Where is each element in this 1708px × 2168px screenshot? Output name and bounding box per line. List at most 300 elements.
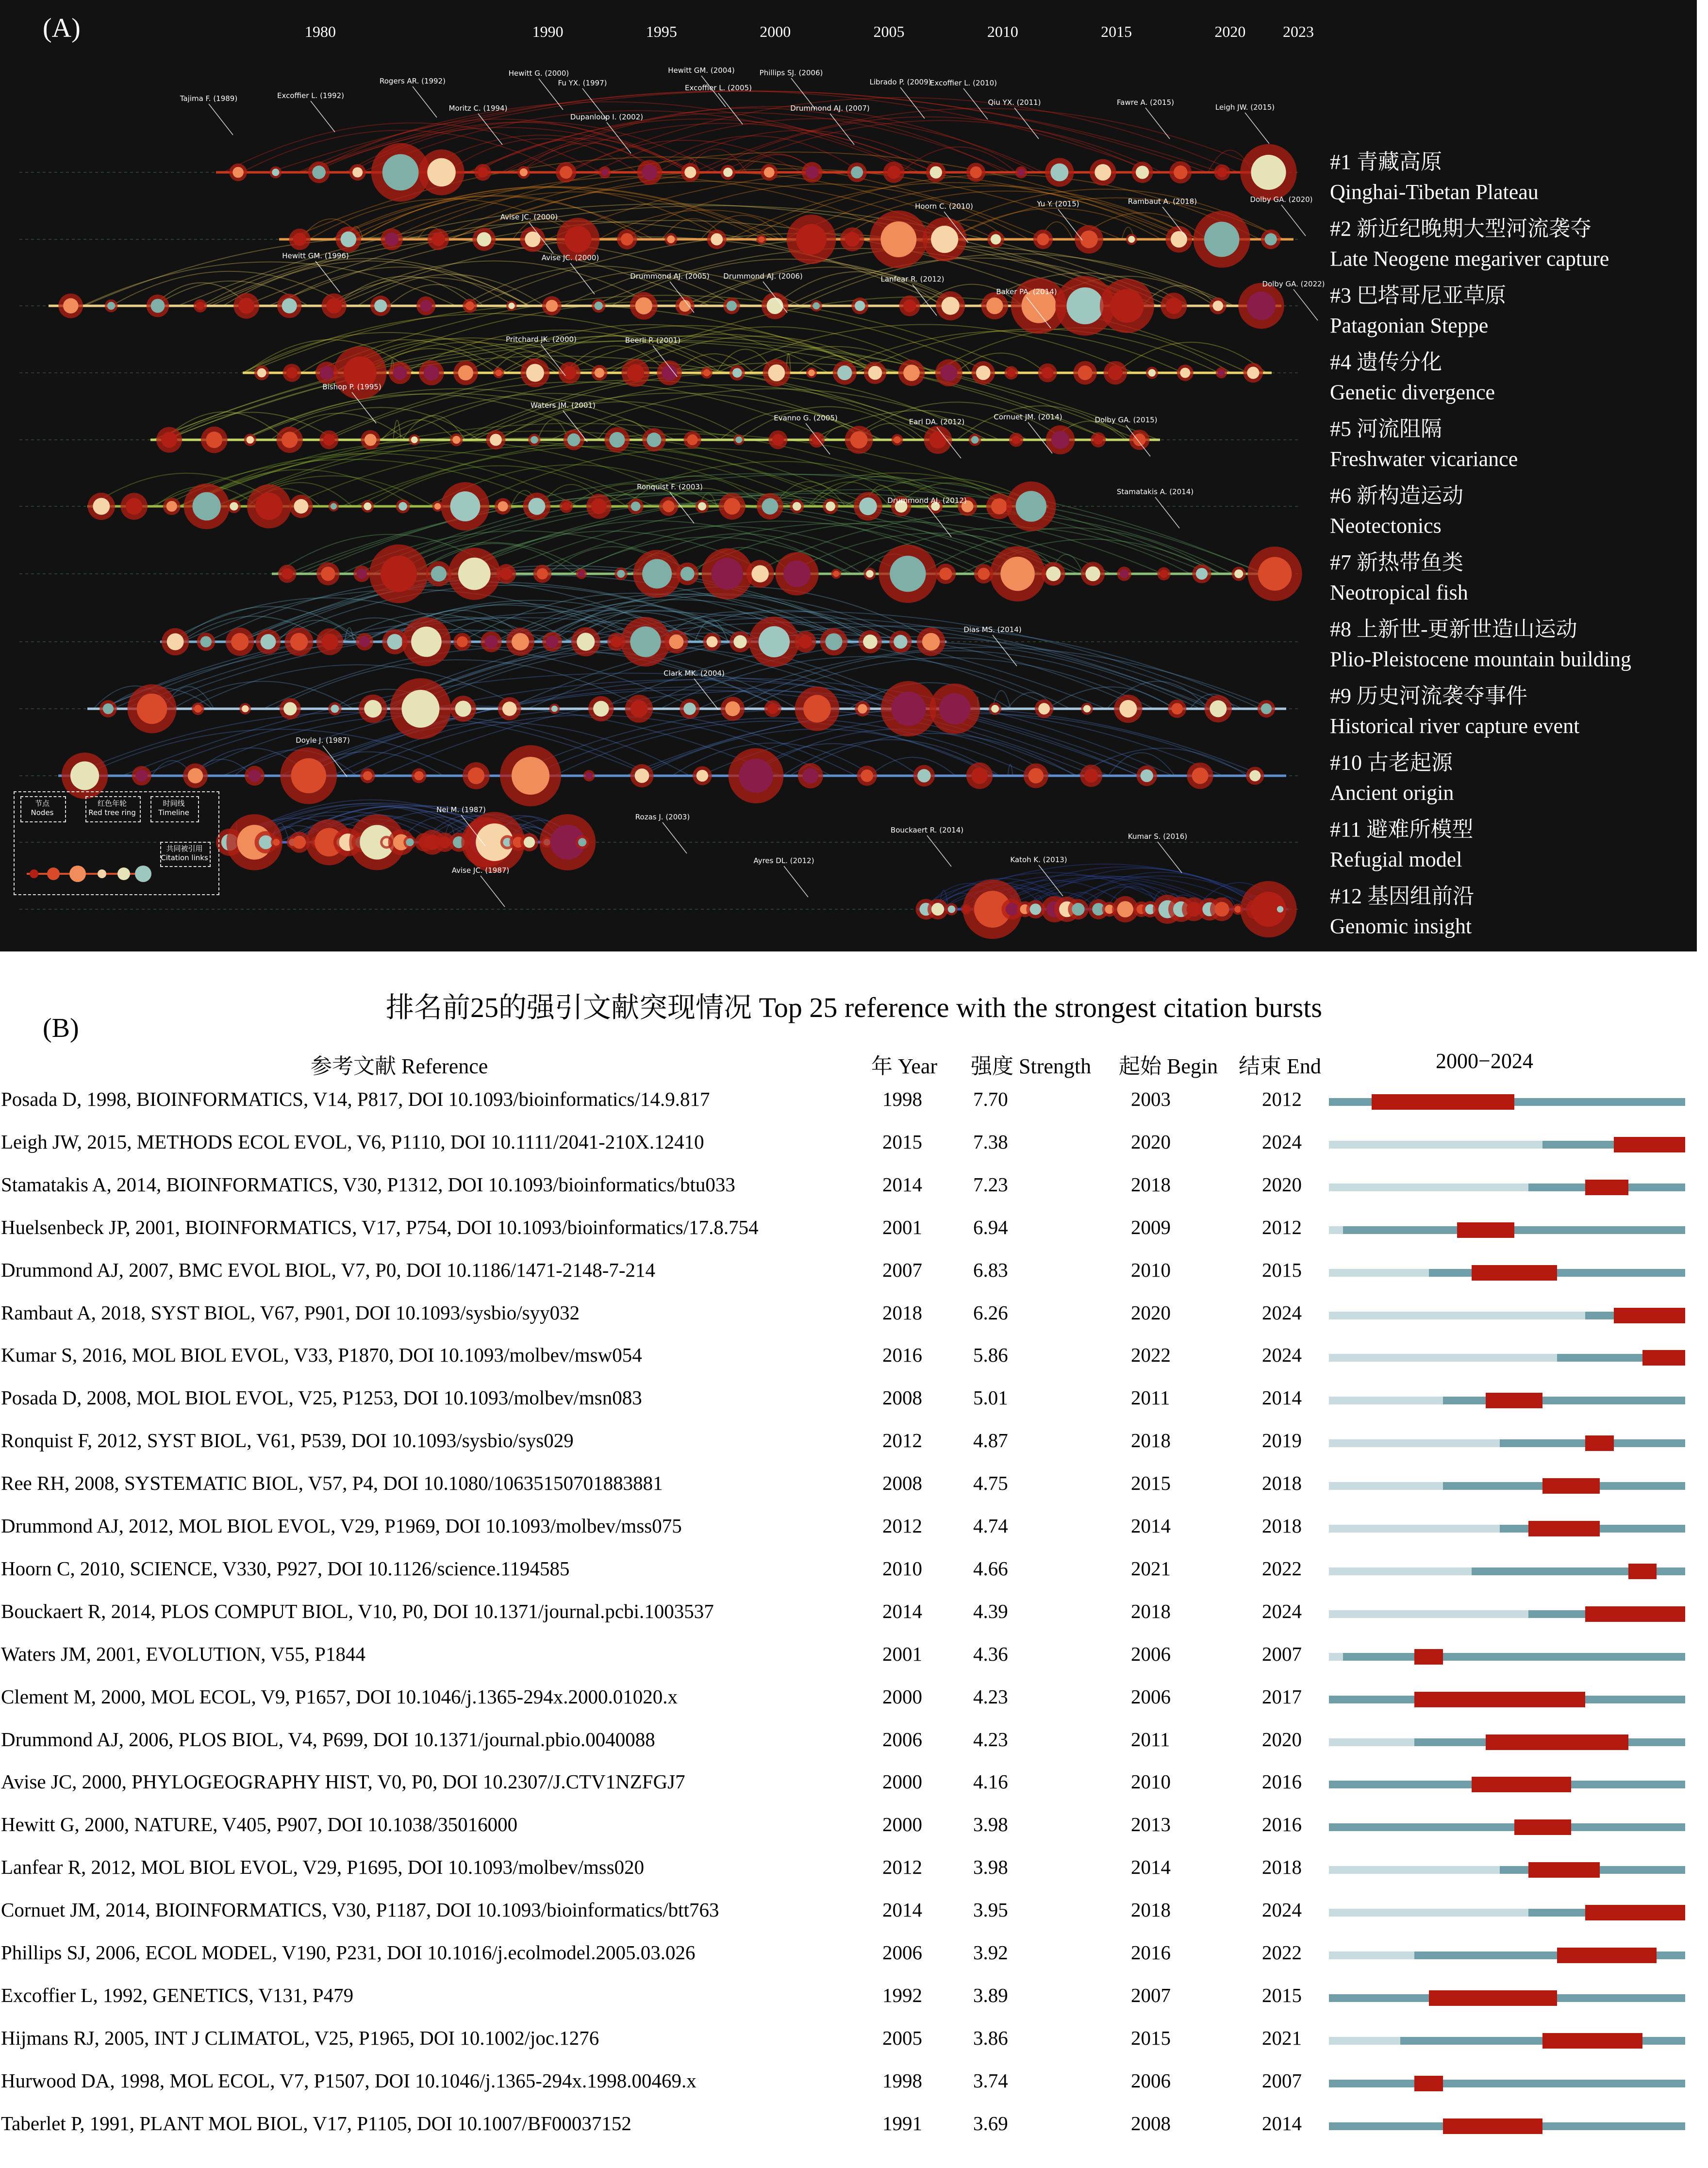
node [707, 636, 718, 647]
node [1016, 491, 1047, 522]
header-year: 年 Year [871, 1054, 938, 1078]
strength-cell: 3.92 [973, 1941, 1008, 1964]
node [458, 558, 491, 590]
node-label: Fawre A. (2015) [1117, 98, 1174, 107]
table-row [0, 2104, 1708, 2147]
node [611, 636, 622, 647]
burst-bar [1472, 1777, 1572, 1792]
node [261, 634, 276, 650]
inactive-bar [1329, 1568, 1472, 1575]
cluster-label-en: Late Neogene megariver capture [1330, 247, 1609, 271]
table-row [0, 1762, 1708, 1805]
node [806, 166, 819, 179]
node [1141, 769, 1153, 782]
reference-cell: Kumar S, 2016, MOL BIOL EVOL, V33, P1870, DOI 10.1093/molbev/msw054 [1, 1344, 642, 1367]
active-bar [1443, 1397, 1685, 1404]
node [768, 365, 785, 382]
year-cell: 1998 [882, 1088, 922, 1110]
citation-link [111, 271, 349, 306]
node [725, 701, 740, 717]
year-tick-label: 2015 [1101, 23, 1132, 40]
node-label: Ayres DL. (2012) [753, 856, 814, 865]
node [290, 633, 308, 650]
cluster-label-en: Neotropical fish [1330, 581, 1468, 604]
citation-link [562, 334, 876, 373]
node [859, 498, 877, 516]
strength-cell: 4.87 [973, 1429, 1008, 1452]
cluster-label-en: Freshwater vicariance [1330, 447, 1518, 471]
cluster-label-zh: #4 遗传分化 [1330, 350, 1442, 374]
node [564, 226, 591, 252]
table-row [0, 1592, 1708, 1634]
reference-cell: Ronquist F, 2012, SYST BIOL, V61, P539, DOI 10.1093/sysbio/sys029 [1, 1429, 574, 1452]
strength-cell: 7.38 [973, 1130, 1008, 1153]
node [647, 433, 662, 447]
label-pointer [900, 87, 925, 118]
node [1117, 901, 1134, 917]
burst-bar [1585, 1180, 1628, 1195]
reference-cell: Ree RH, 2008, SYSTEMATIC BIOL, V57, P4, DOI 10.1080/10635150701883881 [1, 1472, 663, 1495]
reference-cell: Drummond AJ, 2012, MOL BIOL EVOL, V29, P1969, DOI 10.1093/molbev/mss075 [1, 1515, 682, 1537]
begin-cell: 2018 [1131, 1173, 1171, 1196]
node [196, 302, 204, 310]
burst-bar [1585, 1905, 1685, 1920]
inactive-bar [1329, 1738, 1414, 1746]
node [232, 167, 244, 178]
label-pointer [1155, 497, 1179, 528]
node [560, 166, 572, 179]
reference-cell: Stamatakis A, 2014, BIOINFORMATICS, V30, P1312, DOI 10.1093/bioinformatics/btu033 [1, 1173, 735, 1196]
node [364, 700, 381, 717]
node [137, 694, 167, 724]
burst-bar [1614, 1308, 1685, 1323]
citation-link [739, 407, 916, 440]
node [970, 167, 981, 178]
node-label: Yu Y. (2015) [1037, 200, 1079, 208]
node [833, 571, 839, 577]
node-label: Cornuet JM. (2014) [994, 413, 1062, 421]
strength-cell: 4.23 [973, 1685, 1008, 1708]
node [192, 492, 220, 520]
burst-bar [1472, 1265, 1557, 1281]
node [687, 434, 697, 445]
node-label: Ronquist F. (2003) [637, 483, 703, 491]
label-pointer [1014, 108, 1039, 139]
legend-nodes-label: 节点 Nodes [31, 799, 54, 817]
inactive-bar [1329, 1909, 1528, 1917]
header-end: 结束 End [1239, 1054, 1321, 1078]
node [312, 166, 326, 179]
node [439, 836, 451, 849]
burst-bar [1486, 1734, 1628, 1750]
node [273, 839, 280, 846]
citation-link [870, 757, 955, 776]
node [321, 634, 338, 650]
begin-cell: 2021 [1131, 1557, 1171, 1580]
node [621, 233, 633, 246]
node [1042, 367, 1053, 379]
end-cell: 2024 [1262, 1344, 1302, 1367]
node [1120, 569, 1128, 578]
node [1066, 287, 1103, 324]
end-cell: 2007 [1262, 2069, 1302, 2092]
legend-timeline-label: 时间线 Timeline [158, 799, 189, 817]
end-cell: 2018 [1262, 1472, 1302, 1495]
node-label: Katoh K. (2013) [1010, 855, 1067, 864]
node [858, 704, 867, 714]
node [1094, 435, 1103, 444]
node [711, 233, 723, 246]
citation-link [508, 710, 1078, 776]
node [1249, 770, 1260, 781]
year-tick-label: 2023 [1283, 23, 1314, 40]
strength-cell: 4.23 [973, 1728, 1008, 1751]
inactive-bar [1329, 1397, 1443, 1404]
node [1083, 705, 1091, 712]
node [1038, 703, 1050, 715]
strength-cell: 4.74 [973, 1515, 1008, 1537]
node-label: Waters JM. (2001) [531, 401, 596, 410]
node [508, 302, 514, 309]
begin-cell: 2015 [1131, 1472, 1171, 1495]
node-label: Hewitt GM. (2004) [668, 66, 735, 75]
node [206, 432, 222, 448]
node-label: Drummond AJ. (2006) [723, 272, 803, 281]
node [855, 300, 865, 311]
inactive-bar [1329, 1951, 1414, 1959]
table-row [0, 1805, 1708, 1848]
begin-cell: 2014 [1131, 1856, 1171, 1879]
node [703, 369, 711, 377]
strength-cell: 6.26 [973, 1301, 1008, 1324]
node [868, 366, 882, 380]
node [813, 302, 820, 310]
node [1234, 569, 1243, 578]
end-cell: 2024 [1262, 1301, 1302, 1324]
burst-bar [1557, 1948, 1657, 1963]
cluster-label-zh: #6 新构造运动 [1330, 484, 1463, 508]
node-label: Evanno G. (2005) [774, 414, 838, 422]
node [1174, 166, 1187, 179]
reference-cell: Posada D, 1998, BIOINFORMATICS, V14, P817, DOI 10.1093/bioinformatics/14.9.817 [1, 1088, 710, 1110]
node [427, 158, 456, 187]
burst-bar [1628, 1564, 1657, 1579]
node [151, 299, 165, 313]
node [922, 633, 940, 651]
node [357, 568, 367, 579]
burst-bar [1528, 1521, 1600, 1536]
begin-cell: 2015 [1131, 2026, 1171, 2049]
node [431, 233, 445, 246]
table-row [0, 1421, 1708, 1464]
cluster-label-zh: #3 巴塔哥尼亚草原 [1330, 284, 1506, 307]
table-row [0, 1720, 1708, 1763]
label-pointer [1145, 108, 1170, 139]
node [585, 772, 593, 780]
burst-bar [1414, 1649, 1443, 1665]
cluster-label-en: Ancient origin [1330, 781, 1454, 805]
node-label: Clark MK. (2004) [663, 669, 725, 678]
node [1078, 366, 1093, 380]
strength-cell: 4.75 [973, 1472, 1008, 1495]
node-label: Nei M. (1987) [436, 805, 486, 814]
inactive-bar [1329, 1141, 1542, 1149]
cluster-label-zh: #9 历史河流袭夺事件 [1330, 684, 1527, 708]
node-label: Hewitt GM. (1996) [282, 251, 349, 260]
burst-bar [1642, 1350, 1685, 1366]
node [382, 154, 419, 191]
cluster-label-en: Genomic insight [1330, 914, 1472, 938]
node [455, 700, 471, 717]
node [630, 626, 661, 657]
node [167, 634, 184, 650]
node [231, 633, 249, 650]
node [255, 493, 282, 520]
node [680, 567, 695, 581]
node [411, 436, 418, 443]
node [1247, 292, 1276, 320]
begin-cell: 2013 [1131, 1813, 1171, 1836]
node [593, 701, 609, 717]
node [200, 636, 212, 647]
node [188, 768, 203, 783]
node-label: Kumar S. (2016) [1128, 832, 1188, 841]
begin-cell: 2010 [1131, 1770, 1171, 1793]
burst-bar [1514, 1819, 1571, 1835]
label-pointer [1281, 205, 1306, 236]
node [850, 431, 868, 449]
reference-cell: Waters JM, 2001, EVOLUTION, V55, P1844 [1, 1642, 365, 1665]
node [609, 432, 625, 448]
node-label: Bishop P. (1995) [322, 383, 381, 391]
year-tick-label: 2010 [987, 23, 1018, 40]
citation-link [122, 673, 1140, 776]
node [894, 436, 901, 444]
node [724, 498, 740, 515]
node [478, 167, 488, 177]
panel-b-letter: (B) [43, 1013, 79, 1043]
node [939, 693, 971, 725]
node-label: Rozas J. (2003) [635, 813, 690, 821]
burst-bar [1429, 1990, 1557, 2006]
inactive-bar [1329, 1482, 1443, 1490]
reference-cell: Hewitt G, 2000, NATURE, V405, P907, DOI 10.1038/35016000 [1, 1813, 518, 1836]
node-label: Librado P. (2009) [869, 78, 931, 86]
inactive-bar [1329, 1226, 1343, 1234]
year-cell: 1998 [882, 2069, 922, 2092]
node-label: Lanfear R. (2012) [880, 275, 945, 284]
node [617, 570, 625, 578]
burst-bar [1414, 2076, 1443, 2091]
node [194, 705, 202, 713]
burst-bar [1614, 1137, 1685, 1152]
inactive-bar [1329, 1525, 1500, 1533]
node [497, 501, 508, 511]
cluster-label-en: Neotectonics [1330, 514, 1442, 538]
node [696, 770, 708, 782]
node [1006, 903, 1019, 916]
node-label: Moritz C. (1994) [448, 104, 508, 113]
node [684, 167, 696, 178]
node [524, 836, 535, 848]
node [627, 364, 644, 382]
label-pointer [1293, 289, 1318, 320]
cluster-label-zh: #10 古老起源 [1330, 750, 1453, 775]
node [341, 232, 357, 248]
node [825, 633, 842, 650]
node [1277, 906, 1283, 912]
node [976, 366, 991, 380]
table-row [0, 1122, 1708, 1165]
node [631, 501, 641, 511]
node [411, 627, 442, 657]
end-cell: 2022 [1262, 1557, 1302, 1580]
node [393, 366, 407, 380]
burst-table-title: 排名前25的强引文献突现情况 Top 25 reference with the strongest citation bursts [386, 992, 1322, 1023]
begin-cell: 2018 [1131, 1600, 1171, 1622]
active-bar [1343, 1226, 1685, 1234]
node [374, 300, 387, 312]
label-pointer [570, 263, 595, 294]
node [578, 570, 584, 577]
node [1218, 369, 1225, 376]
node [1234, 906, 1241, 913]
node [247, 436, 254, 444]
year-cell: 2014 [882, 1173, 922, 1196]
reference-cell: Hoorn C, 2010, SCIENCE, V330, P927, DOI 10.1126/science.1194585 [1, 1557, 570, 1580]
node [93, 498, 110, 515]
node [635, 297, 652, 314]
strength-cell: 3.69 [973, 2112, 1008, 2135]
table-row [0, 2061, 1708, 2104]
node [764, 167, 775, 178]
cluster-label-en: Refugial model [1330, 848, 1462, 871]
node [733, 635, 746, 648]
node [595, 368, 604, 378]
timeline-panel [0, 0, 1697, 951]
node [385, 233, 398, 246]
header-reference: 参考文献 Reference [311, 1054, 488, 1078]
node [863, 634, 878, 649]
cluster-label-zh: #7 新热带鱼类 [1330, 550, 1463, 574]
year-cell: 2007 [882, 1258, 922, 1281]
node-label: Dupanloup I. (2002) [570, 113, 644, 121]
node-label: Avise JC. (1987) [451, 866, 510, 875]
strength-cell: 3.74 [973, 2069, 1008, 2092]
node [866, 570, 873, 577]
node-label: Avise JC. (2000) [500, 213, 558, 221]
node [1214, 902, 1229, 917]
node [468, 767, 485, 784]
node-label: Dias MS. (2014) [963, 625, 1022, 634]
node [1212, 300, 1223, 311]
node [971, 767, 988, 784]
node-label: Hewitt G. (2000) [508, 69, 569, 78]
node [762, 498, 779, 515]
cluster-label-zh: #11 避难所模型 [1330, 817, 1474, 841]
node [551, 705, 558, 712]
node [398, 502, 407, 511]
node [727, 300, 737, 311]
node [1030, 903, 1042, 915]
year-tick-label: 2000 [760, 23, 791, 40]
year-cell: 1991 [882, 2112, 922, 2135]
node [249, 769, 261, 782]
node [331, 503, 337, 509]
reference-cell: Hurwood DA, 1998, MOL ECOL, V7, P1507, DOI 10.1046/j.1365-294x.1998.00469.x [1, 2069, 696, 2092]
node [1148, 369, 1156, 376]
label-pointer [784, 866, 808, 897]
node [991, 705, 999, 713]
label-pointer [209, 104, 233, 135]
node [458, 365, 473, 380]
node [259, 835, 273, 850]
table-row [0, 1208, 1708, 1251]
begin-cell: 2022 [1131, 1344, 1171, 1367]
label-pointer [663, 822, 687, 853]
node [477, 232, 492, 247]
node-label: Avise JC. (2000) [541, 253, 599, 262]
node [293, 233, 306, 246]
node [683, 702, 696, 715]
end-cell: 2015 [1262, 1258, 1302, 1281]
node [238, 298, 254, 314]
cluster-label-en: Genetic divergence [1330, 380, 1495, 404]
legend-ring-label: 红色年轮 Red tree ring [88, 799, 136, 817]
year-cell: 2001 [882, 1642, 922, 1665]
inactive-bar [1329, 2037, 1400, 2045]
node [931, 903, 944, 916]
node [939, 567, 952, 580]
burst-bar [1542, 1478, 1599, 1494]
node [1017, 168, 1025, 176]
table-row [0, 1549, 1708, 1592]
active-bar [1329, 1823, 1685, 1831]
label-pointer [413, 86, 437, 117]
node-label: Drummond AJ. (2012) [887, 496, 967, 505]
node [948, 905, 955, 913]
reference-cell: Clement M, 2000, MOL ECOL, V9, P1657, DOI 10.1046/j.1365-294x.2000.01020.x [1, 1685, 678, 1708]
node [891, 692, 926, 726]
node [1265, 233, 1277, 245]
node [735, 436, 742, 443]
year-tick-label: 1990 [532, 23, 564, 40]
reference-cell: Phillips SJ, 2006, ECOL MODEL, V190, P231, DOI 10.1016/j.ecolmodel.2005.03.026 [1, 1941, 696, 1964]
node [326, 298, 342, 314]
node [406, 838, 414, 846]
begin-cell: 2006 [1131, 2069, 1171, 2092]
node [758, 236, 764, 243]
node [331, 705, 339, 713]
node [712, 558, 743, 589]
node [793, 502, 801, 511]
begin-cell: 2008 [1131, 2112, 1171, 2135]
node [434, 503, 441, 510]
inactive-bar [1329, 1184, 1528, 1191]
node [282, 568, 293, 579]
node [546, 635, 558, 648]
node [562, 502, 570, 510]
node [1072, 903, 1084, 916]
node-label: Phillips SJ. (2006) [759, 68, 823, 77]
reference-cell: Drummond AJ, 2006, PLOS BIOL, V4, P699, DOI 10.1371/journal.pbio.0040088 [1, 1728, 655, 1751]
year-cell: 2008 [882, 1386, 922, 1409]
node-label: Drummond AJ. (2005) [630, 272, 710, 281]
table-row [0, 1506, 1708, 1549]
year-cell: 2006 [882, 1728, 922, 1751]
strength-cell: 7.23 [973, 1173, 1008, 1196]
node [528, 498, 545, 515]
